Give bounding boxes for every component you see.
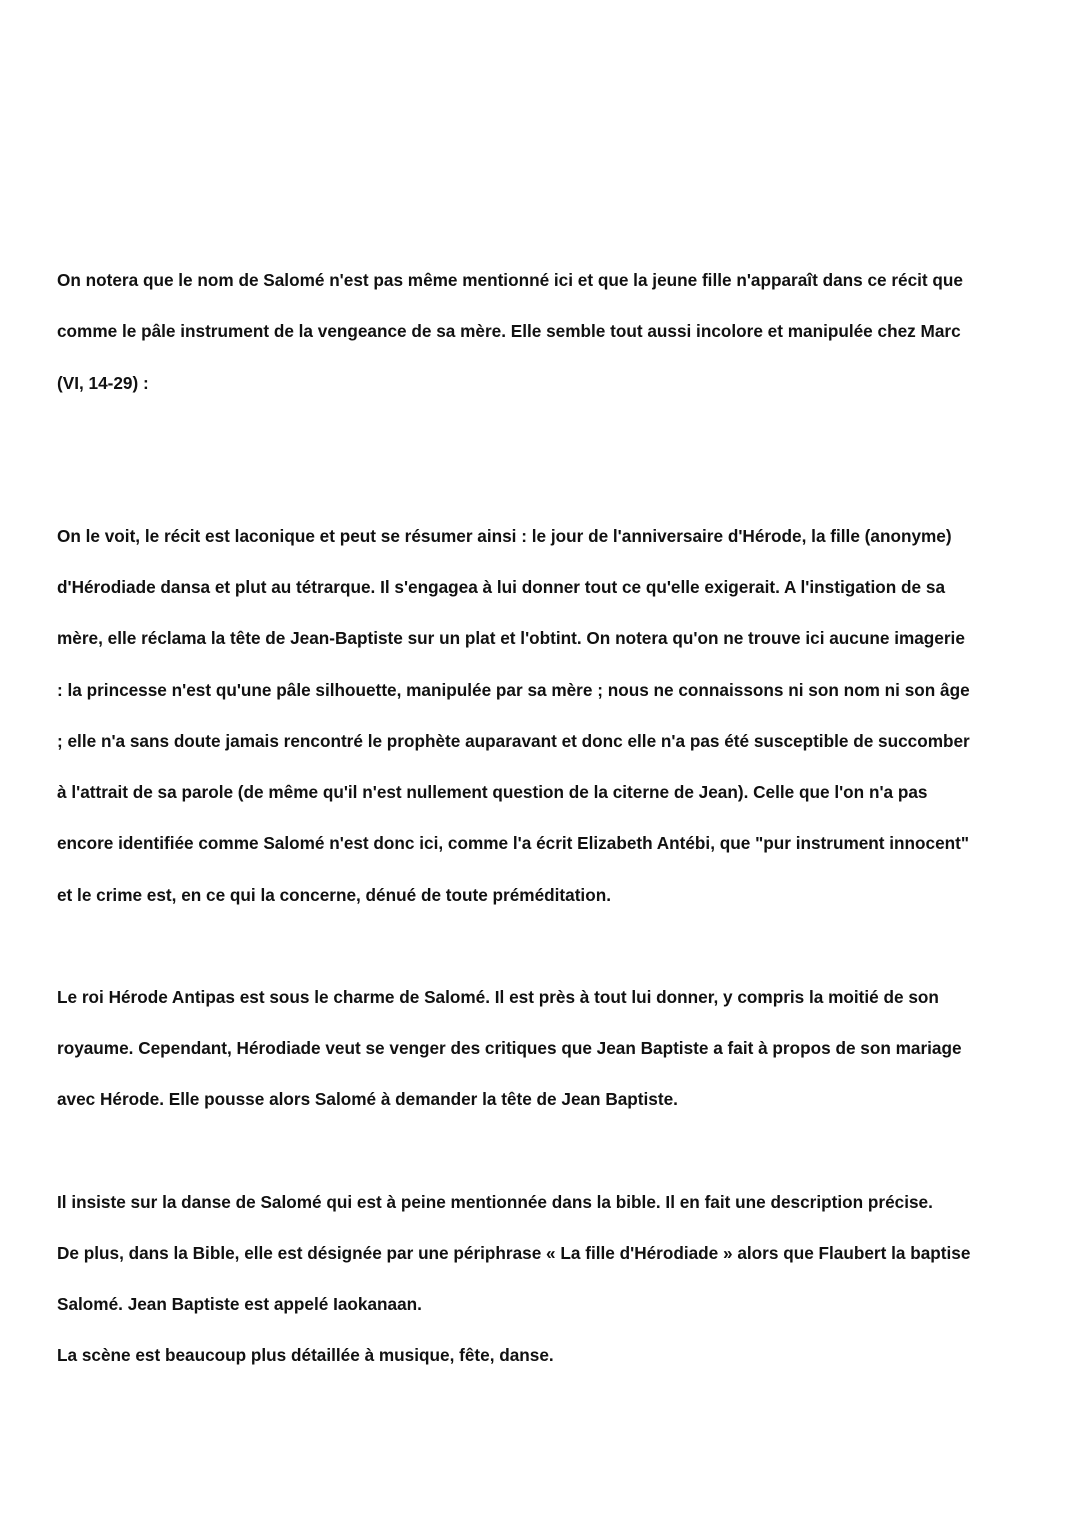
text-line: Salomé. Jean Baptiste est appelé Iaokanaan. <box>57 1294 422 1314</box>
text-line: et le crime est, en ce qui la concerne, dénué de toute préméditation. <box>57 885 611 905</box>
text-line: à l'attrait de sa parole (de même qu'il n'est nullement question de la citerne de Jean). Celle que l'on n'a pas <box>57 782 928 802</box>
text-line: Il insiste sur la danse de Salomé qui est à peine mentionnée dans la bible. Il en fait une description précise. <box>57 1192 933 1212</box>
text-line: royaume. Cependant, Hérodiade veut se venger des critiques que Jean Baptiste a fait à propos de son mariage <box>57 1038 962 1058</box>
text-line: On le voit, le récit est laconique et peut se résumer ainsi : le jour de l'anniversaire d'Hérode, la fille (anonyme) <box>57 526 952 546</box>
text-line: encore identifiée comme Salomé n'est donc ici, comme l'a écrit Elizabeth Antébi, que "pur instrument innocent" <box>57 833 970 853</box>
text-line: mère, elle réclama la tête de Jean-Baptiste sur un plat et l'obtint. On notera qu'on ne trouve ici aucune imagerie <box>57 628 965 648</box>
text-line: d'Hérodiade dansa et plut au tétrarque. Il s'engagea à lui donner tout ce qu'elle exigerait. A l'instigation de sa <box>57 577 946 597</box>
text-line: Le roi Hérode Antipas est sous le charme de Salomé. Il est près à tout lui donner, y compris la moitié de son <box>57 987 939 1007</box>
text-line: avec Hérode. Elle pousse alors Salomé à demander la tête de Jean Baptiste. <box>57 1089 678 1109</box>
text-line: On notera que le nom de Salomé n'est pas même mentionné ici et que la jeune fille n'apparaît dans ce récit que <box>57 270 963 290</box>
text-line: (VI, 14-29) : <box>57 373 149 393</box>
text-line: comme le pâle instrument de la vengeance de sa mère. Elle semble tout aussi incolore et manipulée chez Marc <box>57 321 961 341</box>
text-line: ; elle n'a sans doute jamais rencontré le prophète auparavant et donc elle n'a pas été susceptible de succomber <box>57 731 970 751</box>
text-line: : la princesse n'est qu'une pâle silhouette, manipulée par sa mère ; nous ne connaissons ni son nom ni son âge <box>57 680 970 700</box>
text-line: La scène est beaucoup plus détaillée à musique, fête, danse. <box>57 1345 554 1365</box>
text-line: De plus, dans la Bible, elle est désignée par une périphrase « La fille d'Hérodiade » alors que Flaubert la baptise <box>57 1243 971 1263</box>
